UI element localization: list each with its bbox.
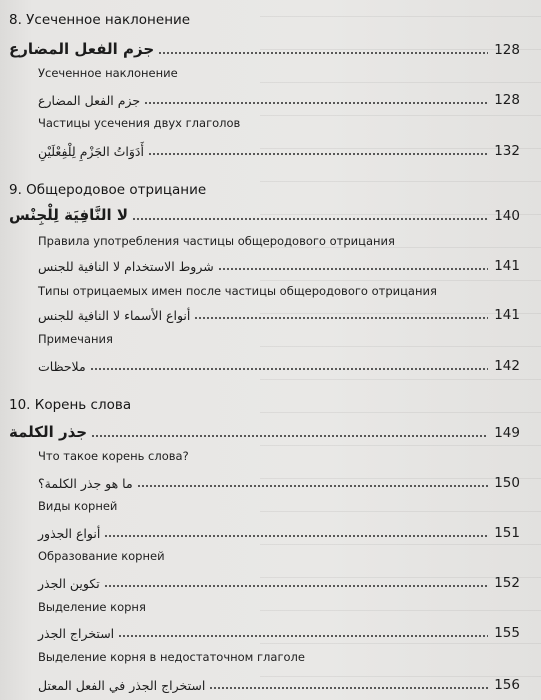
- dot-leader: [104, 535, 488, 537]
- page-number: 156: [494, 676, 520, 693]
- dot-leader: [132, 218, 488, 220]
- section-title: 8. Усеченное наклонение: [9, 12, 191, 28]
- subsection-arabic-title: شروط الاستخدام لا النافية للجنس: [38, 258, 214, 274]
- subsection-arabic-title: جزم الفعل المضارع: [38, 92, 141, 108]
- subsection-title: Типы отрицаемых имен после частицы общеродового отрицания: [38, 284, 437, 298]
- dot-leader: [137, 485, 488, 487]
- subsection-title: Усеченное наклонение: [38, 66, 178, 80]
- section-arabic-title: جزم الفعل المضارع: [9, 40, 155, 58]
- subsection-entry: [38, 672, 520, 694]
- subsection-entry: [38, 620, 520, 642]
- subsection-arabic-title: ملاحظات: [38, 358, 86, 374]
- subsection-entry: [38, 570, 520, 592]
- page-number: 152: [494, 574, 520, 591]
- page-number: 142: [494, 357, 520, 374]
- section-entry: [9, 37, 520, 59]
- dot-leader: [158, 52, 488, 54]
- subsection-arabic-title: أنواع الجذور: [38, 525, 101, 541]
- dot-leader: [148, 153, 488, 155]
- dot-leader: [144, 102, 488, 104]
- dot-leader: [90, 368, 488, 370]
- subsection-title: Виды корней: [38, 499, 118, 513]
- subsection-title: Что такое корень слова?: [38, 449, 189, 463]
- dot-leader: [118, 635, 488, 637]
- subsection-entry: [38, 520, 520, 542]
- section-title: 9. Общеродовое отрицание: [9, 182, 207, 198]
- subsection-arabic-title: استخراج الجذر في الفعل المعتل: [38, 677, 206, 693]
- subsection-arabic-title: ما هو جذر الكلمة؟: [38, 475, 133, 491]
- subsection-title: Образование корней: [38, 549, 165, 563]
- subsection-arabic-title: استخراج الجذر: [38, 625, 115, 641]
- subsection-entry: [38, 470, 520, 492]
- page-number: 149: [494, 424, 520, 441]
- subsection-arabic-title: أَدَوَاتُ الجَزْمِ لِلْفِعْلَيْنِ: [38, 143, 144, 159]
- subsection-title: Выделение корня: [38, 600, 146, 614]
- subsection-entry: [38, 253, 520, 275]
- subsection-entry: [38, 138, 520, 160]
- dot-leader: [209, 687, 488, 689]
- subsection-arabic-title: تكوين الجذر: [38, 575, 100, 591]
- page-number: 155: [494, 624, 520, 641]
- subsection-title: Примечания: [38, 332, 113, 346]
- dot-leader: [104, 585, 488, 587]
- subsection-entry: [38, 87, 520, 109]
- subsection-entry: [38, 353, 520, 375]
- page-number: 141: [494, 306, 520, 323]
- dot-leader: [91, 435, 488, 437]
- page-number: 150: [494, 474, 520, 491]
- subsection-entry: [38, 302, 520, 324]
- section-entry: [9, 420, 520, 442]
- section-entry: [9, 203, 520, 225]
- dot-leader: [194, 317, 488, 319]
- page-number: 140: [494, 207, 520, 224]
- page-number: 132: [494, 142, 520, 159]
- page-number: 128: [494, 91, 520, 108]
- dot-leader: [218, 268, 488, 270]
- section-arabic-title: لا النَّافِيَة لِلْجِنْس: [9, 206, 129, 224]
- subsection-title: Правила употребления частицы общеродового отрицания: [38, 234, 395, 248]
- page-number: 141: [494, 257, 520, 274]
- subsection-arabic-title: أنواع الأسماء لا النافية للجنس: [38, 307, 191, 323]
- subsection-title: Выделение корня в недостаточном глаголе: [38, 650, 305, 664]
- section-title: 10. Корень слова: [9, 397, 132, 413]
- section-arabic-title: جذر الكلمة: [9, 423, 88, 441]
- page-number: 151: [494, 524, 520, 541]
- subsection-title: Частицы усечения двух глаголов: [38, 116, 241, 130]
- page-number: 128: [494, 41, 520, 58]
